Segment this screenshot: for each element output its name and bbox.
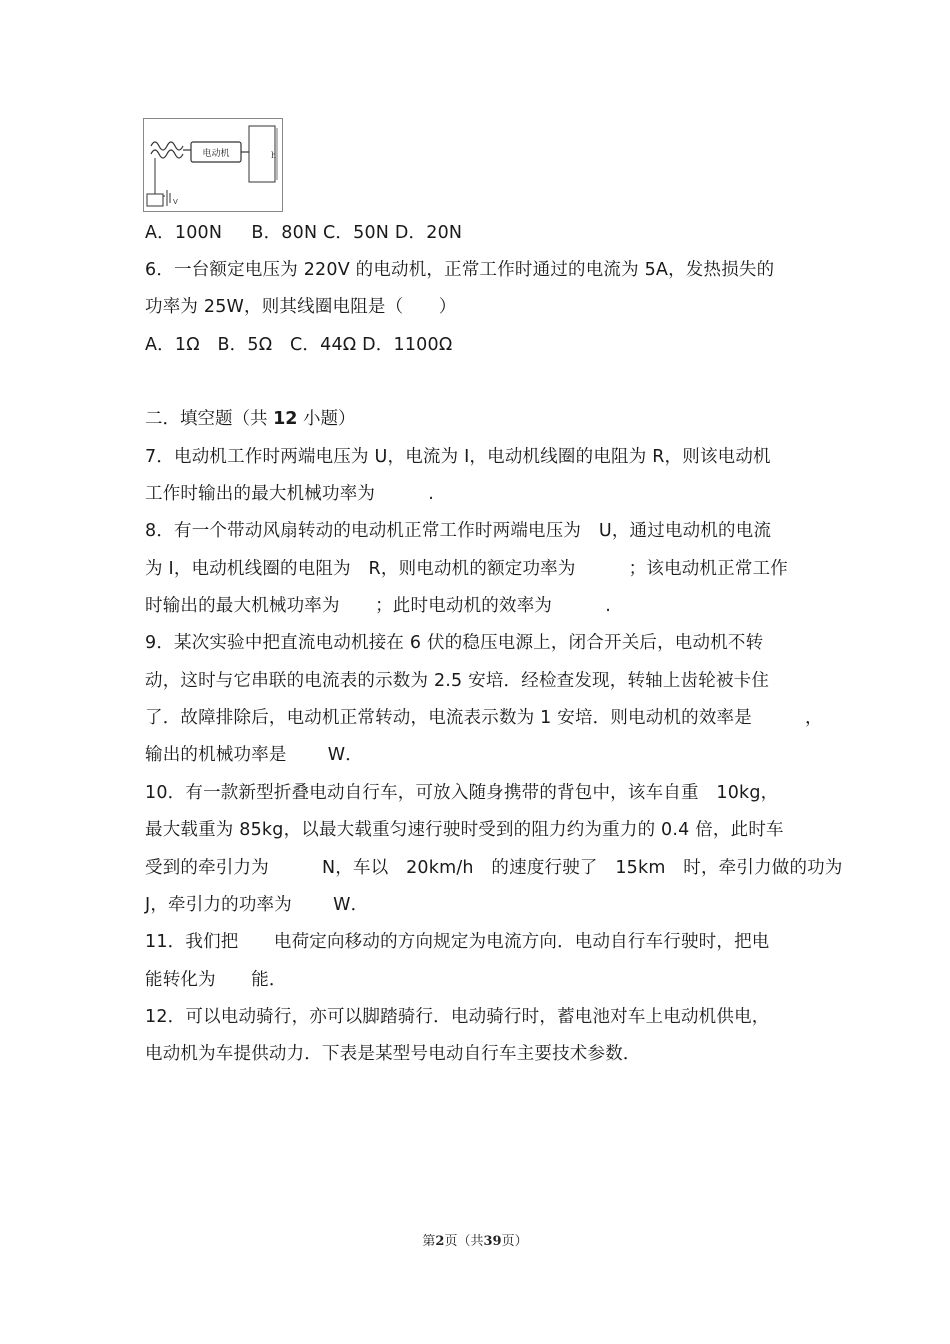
supply-label: V (173, 198, 178, 206)
section-suffix: 小题） (297, 409, 356, 429)
page-footer (0, 1230, 950, 1249)
q8-line2: 为 I，电动机线圈的电阻为 R，则电动机的额定功率为 ；该电动机正常工作 (145, 559, 788, 579)
q12-line1: 12．可以电动骑行，亦可以脚踏骑行．电动骑行时，蓄电池对车上电动机供电， (145, 1007, 770, 1027)
section-prefix: 二．填空题（共 (145, 409, 274, 429)
q7-line1: 7．电动机工作时两端电压为 U，电流为 I，电动机线圈的电阻为 R，则该电动机 (145, 447, 771, 467)
section-heading (145, 407, 356, 431)
q6-line1: 6．一台额定电压为 220V 的电动机，正常工作时通过的电流为 5A，发热损失的 (145, 260, 775, 280)
motor-diagram-svg (143, 118, 283, 212)
q5-options: A．100N B．80N C．50N D．20N (145, 223, 463, 243)
q10-line4: J，牵引力的功率为 W． (145, 895, 369, 915)
q9-line4: 输出的机械功率是 W． (145, 745, 363, 765)
footer-pre: 第 (422, 1234, 436, 1249)
motor-label: 电动机 (202, 149, 230, 159)
q6-options: A．1Ω B．5Ω C．44Ω D．1100Ω (145, 335, 453, 355)
motor-diagram (143, 118, 283, 212)
height-label: h (271, 151, 277, 160)
q11-line2: 能转化为 能． (145, 970, 287, 990)
q10-line2: 最大载重为 85kg，以最大载重匀速行驶时受到的阻力约为重力的 0.4 倍，此时车 (145, 820, 784, 840)
q9-line3: 了．故障排除后，电动机正常转动，电流表示数为 1 安培．则电动机的效率是 ， (145, 708, 823, 728)
q9-line1: 9．某次实验中把直流电动机接在 6 伏的稳压电源上，闭合开关后，电动机不转 (145, 633, 764, 653)
footer-total-pages: 39 (483, 1234, 502, 1249)
q8-line1: 8．有一个带动风扇转动的电动机正常工作时两端电压为 U，通过电动机的电流 (145, 521, 772, 541)
q12-line2: 电动机为车提供动力．下表是某型号电动自行车主要技术参数． (145, 1044, 641, 1064)
footer-page-number: 2 (435, 1234, 445, 1249)
q7-line2: 工作时输出的最大机械功率为 . (145, 484, 434, 504)
q10-line3: 受到的牵引力为 N，车以 20km/h 的速度行驶了 15km 时，牵引力做的功为 (145, 858, 843, 878)
battery-icon (147, 194, 163, 206)
q10-line1: 10．有一款新型折叠电动自行车，可放入随身携带的背包中，该车自重 10kg， (145, 783, 779, 803)
q6-line2: 功率为 25W，则其线圈电阻是（ ） (145, 297, 457, 317)
q8-line3: 时输出的最大机械功率为 ；此时电动机的效率为 . (145, 596, 611, 616)
q11-line1: 11．我们把 电荷定向移动的方向规定为电流方向．电动自行车行驶时，把电 (145, 932, 770, 952)
footer-post: 页） (501, 1234, 528, 1249)
section-count: 12 (273, 409, 298, 429)
footer-mid: 页（共 (444, 1234, 484, 1249)
q9-line2: 动，这时与它串联的电流表的示数为 2.5 安培．经检查发现，转轴上齿轮被卡住 (145, 671, 770, 691)
